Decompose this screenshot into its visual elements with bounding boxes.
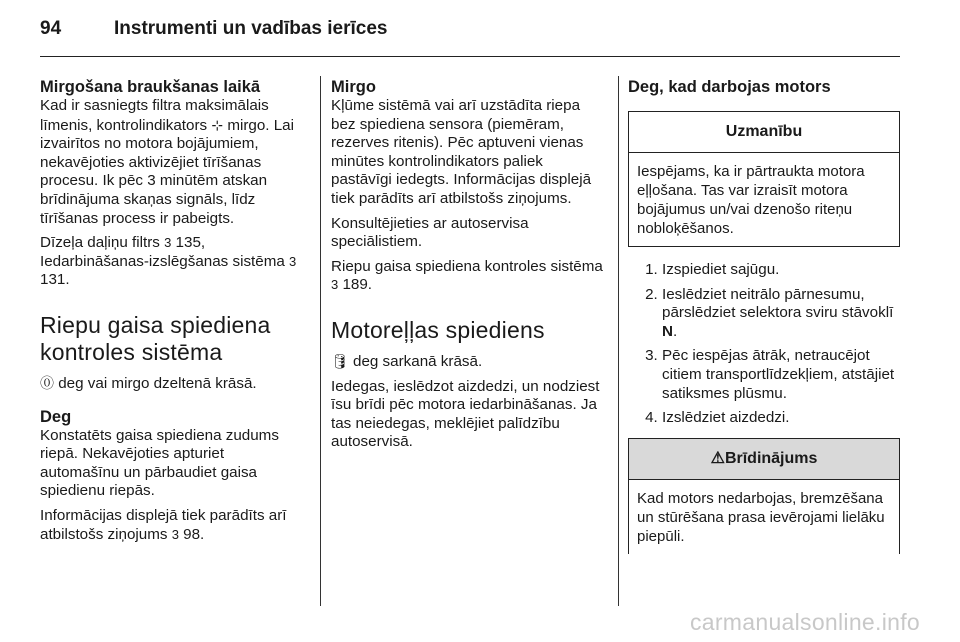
paragraph: Riepu gaisa spiediena kontroles sistēma 3 189. — [331, 257, 603, 294]
paragraph: Konstatēts gaisa spiediena zudums riepā. Nekavējoties apturiet automašīnu un pārbaudiet gaisa spiedienu riepās. — [40, 426, 279, 500]
oil-can-icon: 🛢 — [331, 352, 349, 369]
column-divider-2 — [618, 76, 619, 606]
caution-box — [628, 111, 900, 247]
heading-mirgo: Mirgo — [331, 78, 376, 96]
caution-body: Iespējams, ka ir pārtraukta motora eļļošana. Tas var izraisīt motora bojājumus un/vai dzenošo riteņu nobloķēšanos. — [637, 163, 865, 237]
arrow-ref-icon: 3 — [331, 277, 339, 293]
warning-box — [628, 438, 900, 554]
heading-deg: Deg — [40, 407, 72, 426]
paragraph: 🛢 deg sarkanā krāsā. — [331, 352, 483, 370]
watermark: carmanualsonline.info — [689, 609, 920, 635]
page-ref-link[interactable]: 131. — [40, 271, 70, 289]
page-ref-link[interactable]: 98. — [178, 525, 205, 543]
paragraph: Konsultējieties ar autoservisa speciālistiem. — [331, 214, 529, 251]
tire-pressure-icon: ⓪ — [40, 374, 54, 391]
paragraph: Iedegas, ieslēdzot aizdedzi, un nodziest īsu brīdi pēc motora iedarbināšanas. Ja tas neiedegas, meklējiet palīdzību autoservisā. — [331, 377, 600, 451]
page-ref-link[interactable]: 189. — [338, 276, 373, 294]
paragraph: ⓪ deg vai mirgo dzeltenā krāsā. — [40, 374, 257, 392]
column-3 — [628, 78, 900, 554]
list-item: 4. Izslēdziet aizdedzi. — [662, 409, 900, 428]
header-rule — [40, 56, 900, 57]
warning-body: Kad motors nedarbojas, bremzēšana un stūrēšana prasa ievērojami lielāku piepūli. — [637, 489, 885, 545]
column-2 — [331, 78, 603, 458]
column-divider-1 — [320, 76, 321, 606]
column-1 — [40, 78, 306, 550]
page-ref-link[interactable]: 135, — [171, 234, 206, 252]
arrow-ref-icon: 3 — [289, 253, 297, 269]
page-header — [40, 18, 387, 40]
caution-title: Uzmanību — [629, 112, 899, 153]
list-item: 1. Izspiediet sajūgu. — [662, 261, 900, 280]
heading-mirgosana: Mirgošana braukšanas laikā — [40, 78, 261, 96]
list-item: 3. Pēc iespējas ātrāk, netraucējot citiem transportlīdzekļiem, atstājiet satiksmes plūsmu. — [662, 347, 900, 403]
list-item: 2. Ieslēdziet neitrālo pārnesumu, pārslēdziet selektora sviru stāvoklī N. — [662, 286, 900, 342]
warning-title: ⚠Brīdinājums — [629, 439, 899, 480]
filter-indicator-icon: ⊹ — [211, 116, 224, 133]
paragraph: Informācijas displejā tiek parādīts arī atbilstošs ziņojums 3 98. — [40, 506, 287, 543]
paragraph: Kļūme sistēmā vai arī uzstādīta riepa bez spiediena sensora (piemēram, rezerves ritenis). Pēc aptuveni vienas minūtes kontrolindikators paliek pastāvīgi iedegts. Informācijas displejā tiek parādīts arī atbilstošs ziņojums. — [331, 97, 592, 207]
page-title: Instrumenti un vadības ierīces — [114, 18, 388, 39]
paragraph: Kad ir sasniegts filtra maksimālais līmenis, kontrolindikators ⊹ mirgo. Lai izvairītos no motora bojājumiem, nekavējoties aktivizējiet tīrīšanas procesu. Ik pēc 3 minūtēm atskan brīdinājuma skaņas signāls, līdz tīrīšanas process ir pabeigts. — [40, 97, 294, 227]
heading-motoreljas: Motoreļļas spiediens — [331, 316, 545, 343]
page-number: 94 — [40, 18, 62, 39]
steps-list — [628, 261, 900, 428]
arrow-ref-icon: 3 — [164, 235, 172, 251]
arrow-ref-icon: 3 — [171, 526, 179, 542]
paragraph: Dīzeļa daļiņu filtrs 3 135, Iedarbināšanas-izslēgšanas sistēma 3 131. — [40, 234, 297, 289]
warning-triangle-icon: ⚠ — [710, 449, 725, 467]
heading-deg-motors: Deg, kad darbojas motors — [628, 78, 831, 96]
heading-riepu: Riepu gaisa spiediena kontroles sistēma — [40, 311, 271, 365]
